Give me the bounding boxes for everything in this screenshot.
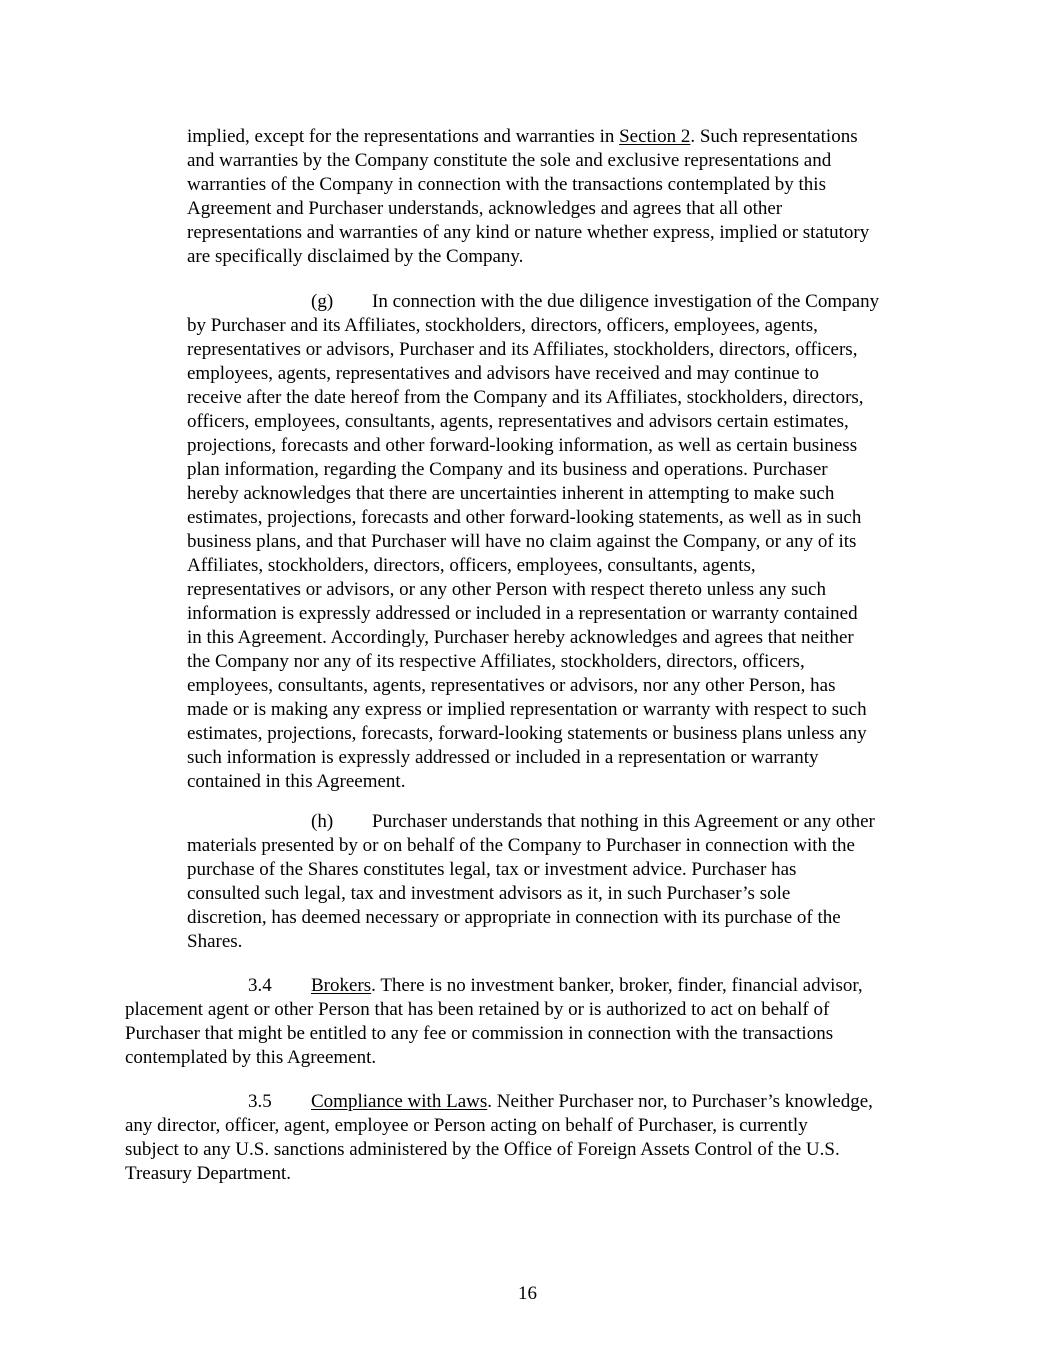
- paragraph-g-line: employees, consultants, agents, representatives or advisors, nor any other Person, has: [187, 675, 836, 696]
- section-3-4-line: Purchaser that might be entitled to any fee or commission in connection with the transactions: [125, 1023, 834, 1044]
- paragraph-g-first-line: In connection with the due diligence investigation of the Company: [372, 291, 880, 312]
- paragraph-g-line: made or is making any express or implied representation or warranty with respect to such: [187, 699, 867, 720]
- paragraph-h-line: consulted such legal, tax and investment advisors as it, in such Purchaser’s sole: [187, 883, 791, 904]
- paragraph-g-line: receive after the date hereof from the Company and its Affiliates, stockholders, directors,: [187, 387, 864, 408]
- section-3-5-first-line: Compliance with Laws. Neither Purchaser nor, to Purchaser’s knowledge,: [311, 1091, 873, 1112]
- paragraph-h-line: purchase of the Shares constitutes legal, tax or investment advice. Purchaser has: [187, 859, 797, 880]
- paragraph-g-line: representatives or advisors, or any other Person with respect thereto unless any such: [187, 579, 826, 600]
- paragraph-g-line: in this Agreement. Accordingly, Purchaser hereby acknowledges and agrees that neither: [187, 627, 854, 648]
- continuation-line: Agreement and Purchaser understands, acknowledges and agrees that all other: [187, 198, 783, 219]
- page-number: 16: [518, 1283, 537, 1304]
- paragraph-g-marker: (g): [311, 291, 334, 312]
- paragraph-g-line: plan information, regarding the Company and its business and operations. Purchaser: [187, 459, 828, 480]
- paragraph-g-line: contained in this Agreement.: [187, 771, 406, 792]
- paragraph-g-line: estimates, projections, forecasts and other forward-looking statements, as well as in such: [187, 507, 862, 528]
- section-3-4-first-line: Brokers. There is no investment banker, broker, finder, financial advisor,: [311, 975, 863, 996]
- paragraph-h-first-line: Purchaser understands that nothing in this Agreement or any other: [372, 811, 875, 832]
- paragraph-h-line: Shares.: [187, 931, 243, 952]
- paragraph-h-line: discretion, has deemed necessary or appropriate in connection with its purchase of the: [187, 907, 841, 928]
- continuation-line: are specifically disclaimed by the Company.: [187, 246, 524, 267]
- paragraph-g-line: information is expressly addressed or included in a representation or warranty contained: [187, 603, 858, 624]
- section-3-4-number: 3.4: [248, 975, 272, 996]
- continuation-line-1: implied, except for the representations and warranties in Section 2. Such representations: [187, 126, 858, 147]
- paragraph-h-line: materials presented by or on behalf of the Company to Purchaser in connection with the: [187, 835, 855, 856]
- paragraph-g-line: estimates, projections, forecasts, forward-looking statements or business plans unless any: [187, 723, 867, 744]
- paragraph-g-line: officers, employees, consultants, agents, representatives and advisors certain estimates,: [187, 411, 849, 432]
- section-3-5-line: any director, officer, agent, employee or Person acting on behalf of Purchaser, is currently: [125, 1115, 808, 1136]
- paragraph-g-line: such information is expressly addressed or included in a representation or warranty: [187, 747, 819, 768]
- section-2-reference: Section 2: [619, 126, 691, 147]
- paragraph-g-line: Affiliates, stockholders, directors, officers, employees, consultants, agents,: [187, 555, 756, 576]
- paragraph-g-line: employees, agents, representatives and advisors have received and may continue to: [187, 363, 820, 384]
- continuation-line: and warranties by the Company constitute the sole and exclusive representations and: [187, 150, 832, 171]
- section-3-5-line: Treasury Department.: [125, 1163, 292, 1184]
- continuation-line: warranties of the Company in connection with the transactions contemplated by this: [187, 174, 826, 195]
- paragraph-g-line: by Purchaser and its Affiliates, stockholders, directors, officers, employees, agents,: [187, 315, 818, 336]
- continuation-line: representations and warranties of any kind or nature whether express, implied or statutory: [187, 222, 870, 243]
- section-3-5-number: 3.5: [248, 1091, 272, 1112]
- paragraph-g-line: representatives or advisors, Purchaser and its Affiliates, stockholders, directors, officers,: [187, 339, 858, 360]
- paragraph-g-line: business plans, and that Purchaser will have no claim against the Company, or any of its: [187, 531, 857, 552]
- paragraph-h-marker: (h): [311, 811, 334, 832]
- section-3-4-heading: Brokers: [311, 975, 372, 996]
- paragraph-g-line: hereby acknowledges that there are uncertainties inherent in attempting to make such: [187, 483, 835, 504]
- paragraph-g-line: projections, forecasts and other forward-looking information, as well as certain business: [187, 435, 858, 456]
- section-3-5-line: subject to any U.S. sanctions administered by the Office of Foreign Assets Control of the U.S.: [125, 1139, 840, 1160]
- section-3-4-line: placement agent or other Person that has been retained by or is authorized to act on behalf of: [125, 999, 830, 1020]
- section-3-5-heading: Compliance with Laws: [311, 1091, 488, 1112]
- paragraph-g-line: the Company nor any of its respective Affiliates, stockholders, directors, officers,: [187, 651, 805, 672]
- section-3-4-line: contemplated by this Agreement.: [125, 1047, 377, 1068]
